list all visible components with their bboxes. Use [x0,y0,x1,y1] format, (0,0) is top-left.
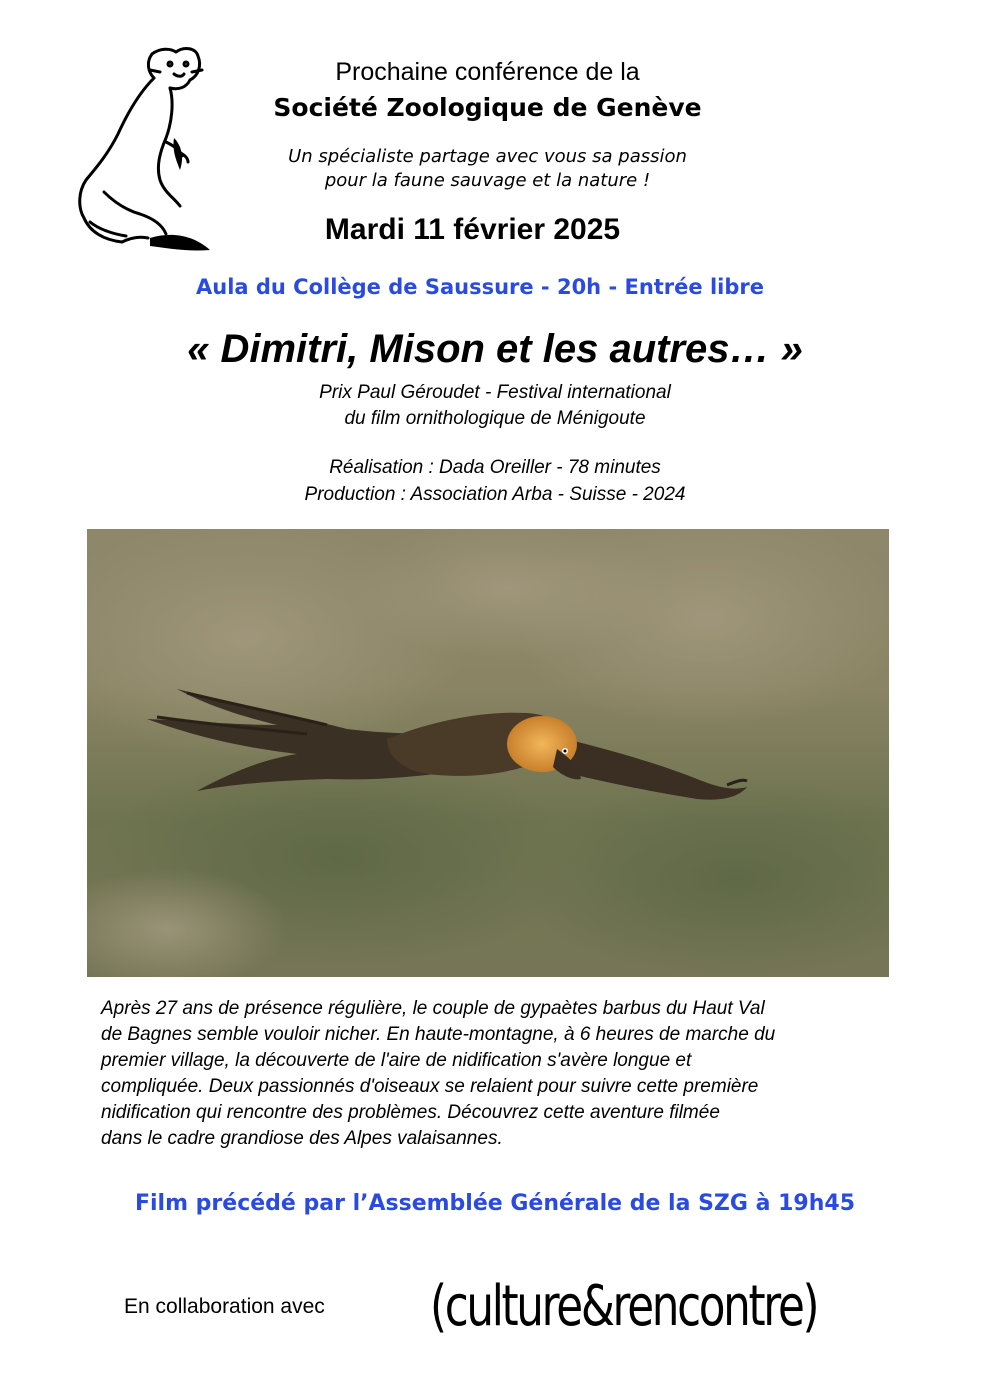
film-prize [140,380,850,432]
prize-line: du film ornithologique de Ménigoute [344,408,646,429]
assembly-notice: Film précédé par l’Assemblée Générale de la SZG à 19h45 [134,1191,856,1216]
tagline-line: Un spécialiste partage avec vous sa passion [288,146,687,167]
film-production: Production : Association Arba - Suisse - 2024 [304,484,686,505]
film-credits [140,454,850,508]
synopsis-line: dans le cadre grandiose des Alpes valaisannes. [101,1128,503,1149]
synopsis-line: de Bagnes semble vouloir nicher. En haute-montagne, à 6 heures de marche du [101,1024,776,1045]
partner-logo [430,1262,900,1352]
synopsis-line: Après 27 ans de présence régulière, le couple de gypaètes barbus du Haut Val [101,998,765,1019]
synopsis-line: nidification qui rencontre des problèmes. Découvrez cette aventure filmée [101,1102,720,1123]
event-date: Mardi 11 février 2025 [324,213,621,246]
collaboration-label: En collaboration avec [124,1295,325,1318]
film-title: « Dimitri, Mison et les autres… » [187,327,803,371]
film-direction: Réalisation : Dada Oreiller - 78 minutes [329,457,661,478]
synopsis-line: premier village, la découverte de l'aire de nidification s'avère longue et [101,1050,692,1071]
tagline [200,145,775,193]
tagline-line: pour la faune sauvage et la nature ! [324,170,651,191]
society-name: Société Zoologique de Genève [273,93,702,122]
conference-intro: Prochaine conférence de la [335,58,640,86]
film-synopsis [101,996,891,1152]
prize-line: Prix Paul Géroudet - Festival international [319,382,671,403]
partner-logo-text: (culture&rencontre) [430,1274,818,1339]
event-venue: Aula du Collège de Saussure - 20h - Entrée libre [196,275,764,299]
vulture-photo [87,529,889,977]
synopsis-line: compliquée. Deux passionnés d'oiseaux se relaient pour suivre cette première [101,1076,759,1097]
